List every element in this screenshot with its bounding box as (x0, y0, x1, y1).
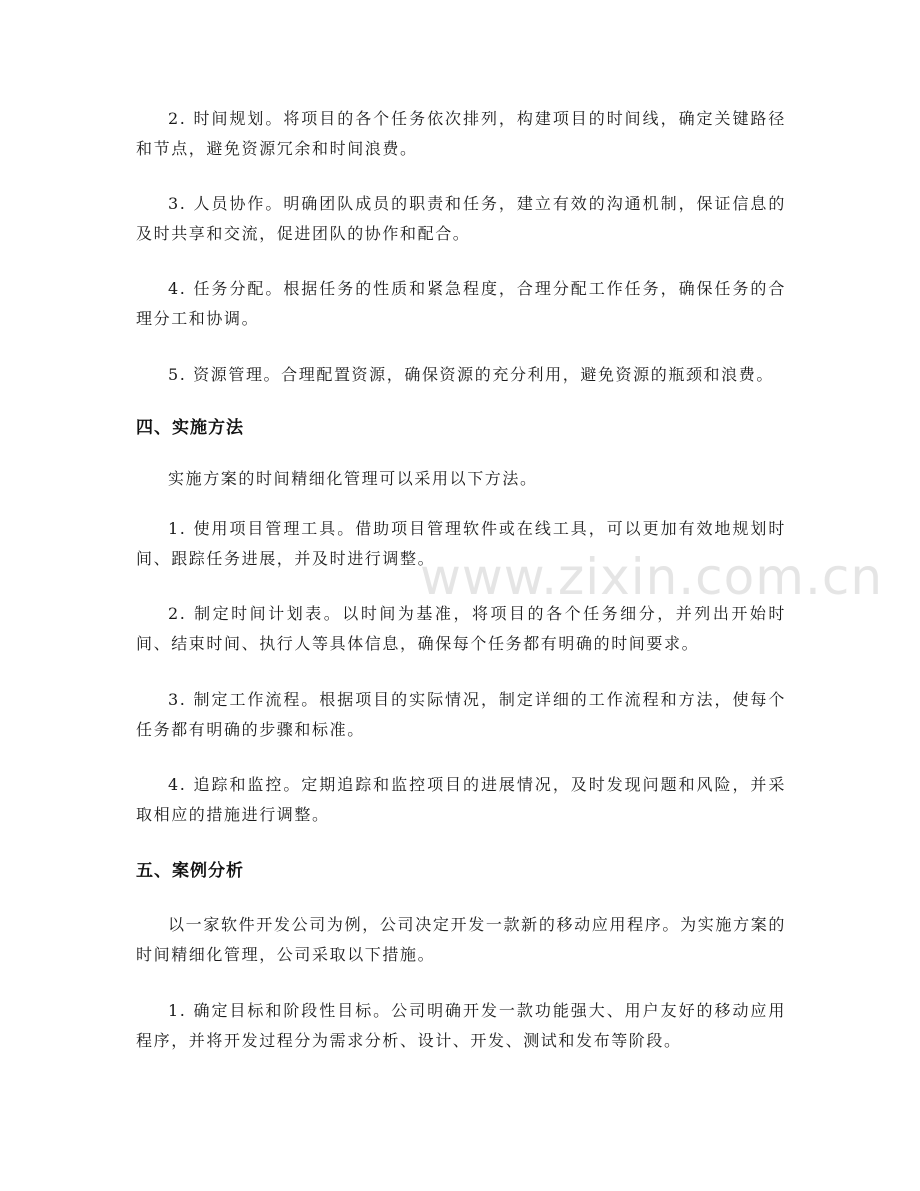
section3-item-5: 5. 资源管理。合理配置资源，确保资源的充分利用，避免资源的瓶颈和浪费。 (168, 365, 774, 384)
section3-item-2: 2. 时间规划。将项目的各个任务依次排列，构建项目的时间线，确定关键路径和节点，避免资源冗余和时间浪费。 (136, 109, 786, 158)
section4-heading: 四、实施方法 (136, 418, 244, 438)
section5-intro: 以一家软件开发公司为例，公司决定开发一款新的移动应用程序。为实施方案的时间精细化管理，公司采取以下措施。 (136, 915, 786, 964)
section3-item-4: 4. 任务分配。根据任务的性质和紧急程度，合理分配工作任务，确保任务的合理分工和协调。 (136, 279, 786, 328)
section4-item-1: 1. 使用项目管理工具。借助项目管理软件或在线工具，可以更加有效地规划时间、跟踪任务进展，并及时进行调整。 (136, 519, 786, 568)
section4-item-3: 3. 制定工作流程。根据项目的实际情况，制定详细的工作流程和方法，使每个任务都有明确的步骤和标准。 (136, 690, 786, 739)
section3-item-3: 3. 人员协作。明确团队成员的职责和任务，建立有效的沟通机制，保证信息的及时共享和交流，促进团队的协作和配合。 (136, 194, 786, 243)
section4-intro: 实施方案的时间精细化管理可以采用以下方法。 (168, 469, 538, 488)
watermark-text: www.zixin.com.cn (420, 548, 884, 606)
section5-heading: 五、案例分析 (136, 861, 244, 881)
section4-item-2: 2. 制定时间计划表。以时间为基准，将项目的各个任务细分，并列出开始时间、结束时间、执行人等具体信息，确保每个任务都有明确的时间要求。 (136, 604, 786, 653)
section5-item-1: 1. 确定目标和阶段性目标。公司明确开发一款功能强大、用户友好的移动应用程序，并将开发过程分为需求分析、设计、开发、测试和发布等阶段。 (136, 1001, 786, 1050)
section4-item-4: 4. 追踪和监控。定期追踪和监控项目的进展情况，及时发现问题和风险，并采取相应的措施进行调整。 (136, 775, 786, 824)
